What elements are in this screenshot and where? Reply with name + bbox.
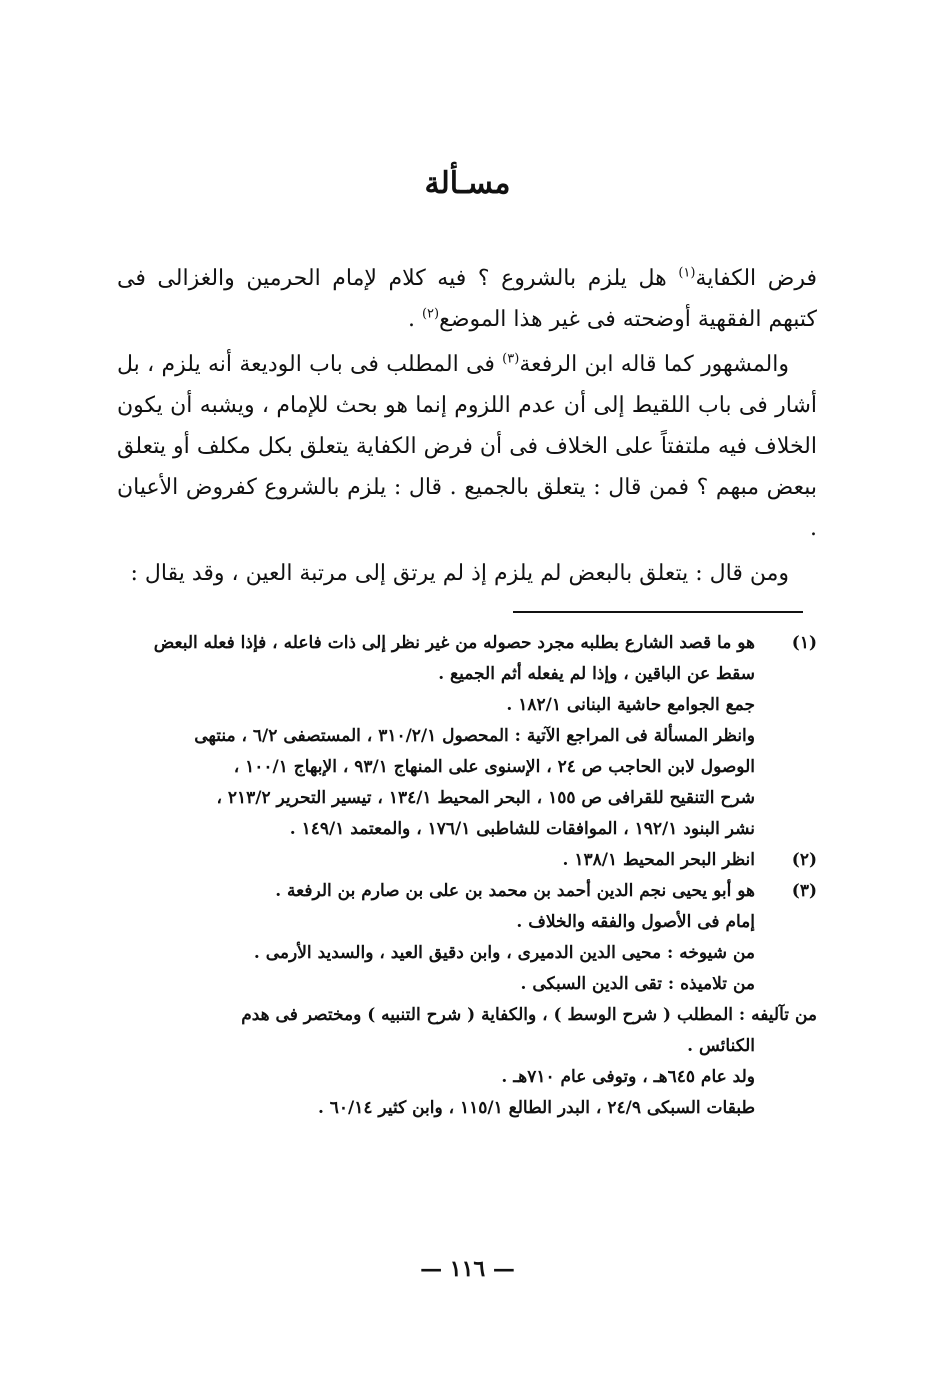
- footnote-2: [117, 845, 817, 876]
- paragraph-1-text-middle: هل يلزم بالشروع ؟ فيه كلام لإمام الحرمين والغزالى فى كتبهم الفقهية أوضحته فى غير هذا الموضع: [117, 266, 817, 332]
- footnote-line: إمام فى الأصول والفقه والخلاف .: [516, 912, 755, 932]
- footnote-line: شرح التنقيح للقرافى ص ١٥٥ ، البحر المحيط ١٣٤/١ ، تيسير التحرير ٢١٣/٢ ،: [216, 788, 755, 808]
- footnote-separator: [513, 611, 803, 613]
- footnote-number: (٣): [791, 881, 817, 901]
- paragraph-3: ومن قال : يتعلق بالبعض لم يلزم إذ لم يرتق إلى مرتبة العين ، وقد يقال :: [130, 561, 789, 586]
- footnote-line: من شيوخه : محيى الدين الدميرى ، وابن دقيق العيد ، والسديد الأرمى .: [253, 943, 755, 963]
- footnote-number: (١): [791, 633, 817, 653]
- footnote-line: الكنائس .: [687, 1036, 755, 1056]
- footnote-ref-1: (١): [678, 265, 696, 281]
- footnote-line: من تآليفه : المطلب ( شرح الوسط ) ، والكفاية ( شرح التنبيه ) ومختصر فى هدم: [241, 1005, 817, 1025]
- paragraph-2: [117, 344, 817, 549]
- footnote-line: وانظر المسألة فى المراجع الآتية : المحصول ٣١٠/٢/١ ، المستصفى ٦/٢ ، منتهى: [194, 726, 755, 746]
- footnote-ref-3: (٣): [502, 351, 520, 367]
- section-title: مسـألة: [424, 166, 511, 201]
- paragraph-2-text-before: والمشهور كما قاله ابن الرفعة: [519, 352, 789, 377]
- paragraph-2-text-after: فى المطلب فى باب الوديعة أنه يلزم ، بل أشار فى باب اللقيط إلى أن عدم اللزوم إنما هو بحث للإمام ، ويشبه أن يكون الخلاف فيه ملتفتاً على الخلاف فى أن فرض الكفاية يتعلق بكل مكلف أو يتعلق ببعض مبهم ؟ فمن قال : يتعلق بالجميع . قال : يلزم بالشروع كفروض الأعيان .: [117, 352, 817, 541]
- footnote-line: انظر البحر المحيط ١٣٨/١ .: [562, 850, 755, 870]
- footnote-line: نشر البنود ١٩٢/١ ، الموافقات للشاطبى ١٧٦/١ ، والمعتمد ١٤٩/١ .: [289, 819, 755, 839]
- footnote-line: من تلاميذه : تقى الدين السبكى .: [520, 974, 755, 994]
- footnote-line: هو ما قصد الشارع بطلبه مجرد حصوله من غير نظر إلى ذات فاعله ، فإذا فعله البعض: [153, 633, 755, 653]
- paragraph-1: [117, 258, 817, 340]
- footnote-line: جمع الجوامع حاشية البنانى ١٨٢/١ .: [506, 695, 755, 715]
- footnote-ref-2: (٢): [421, 306, 440, 322]
- footnote-line: طبقات السبكى ٢٤/٩ ، البدر الطالع ١١٥/١ ، وابن كثير ٦٠/١٤ .: [317, 1098, 755, 1118]
- footnote-number: (٢): [791, 850, 817, 870]
- main-text: [117, 258, 817, 598]
- footnotes: [117, 628, 817, 1124]
- footnote-1: [117, 628, 817, 845]
- page-number: — ١١٦ —: [420, 1256, 515, 1282]
- footnote-line: هو أبو يحيى نجم الدين أحمد بن محمد بن على بن صارم بن الرفعة .: [275, 881, 755, 901]
- footnote-3: [117, 876, 817, 1124]
- paragraph-1-text-before: فرض الكفاية: [695, 266, 818, 291]
- footnote-line: سقط عن الباقين ، وإذا لم يفعله أثم الجميع .: [438, 664, 755, 684]
- footnote-line: الوصول لابن الحاجب ص ٢٤ ، الإسنوى على المنهاج ٩٣/١ ، الإبهاج ١٠٠/١ ،: [233, 757, 755, 777]
- footnote-line: ولد عام ٦٤٥هـ ، وتوفى عام ٧١٠هـ .: [501, 1067, 755, 1087]
- paragraph-1-text-after: .: [407, 307, 422, 332]
